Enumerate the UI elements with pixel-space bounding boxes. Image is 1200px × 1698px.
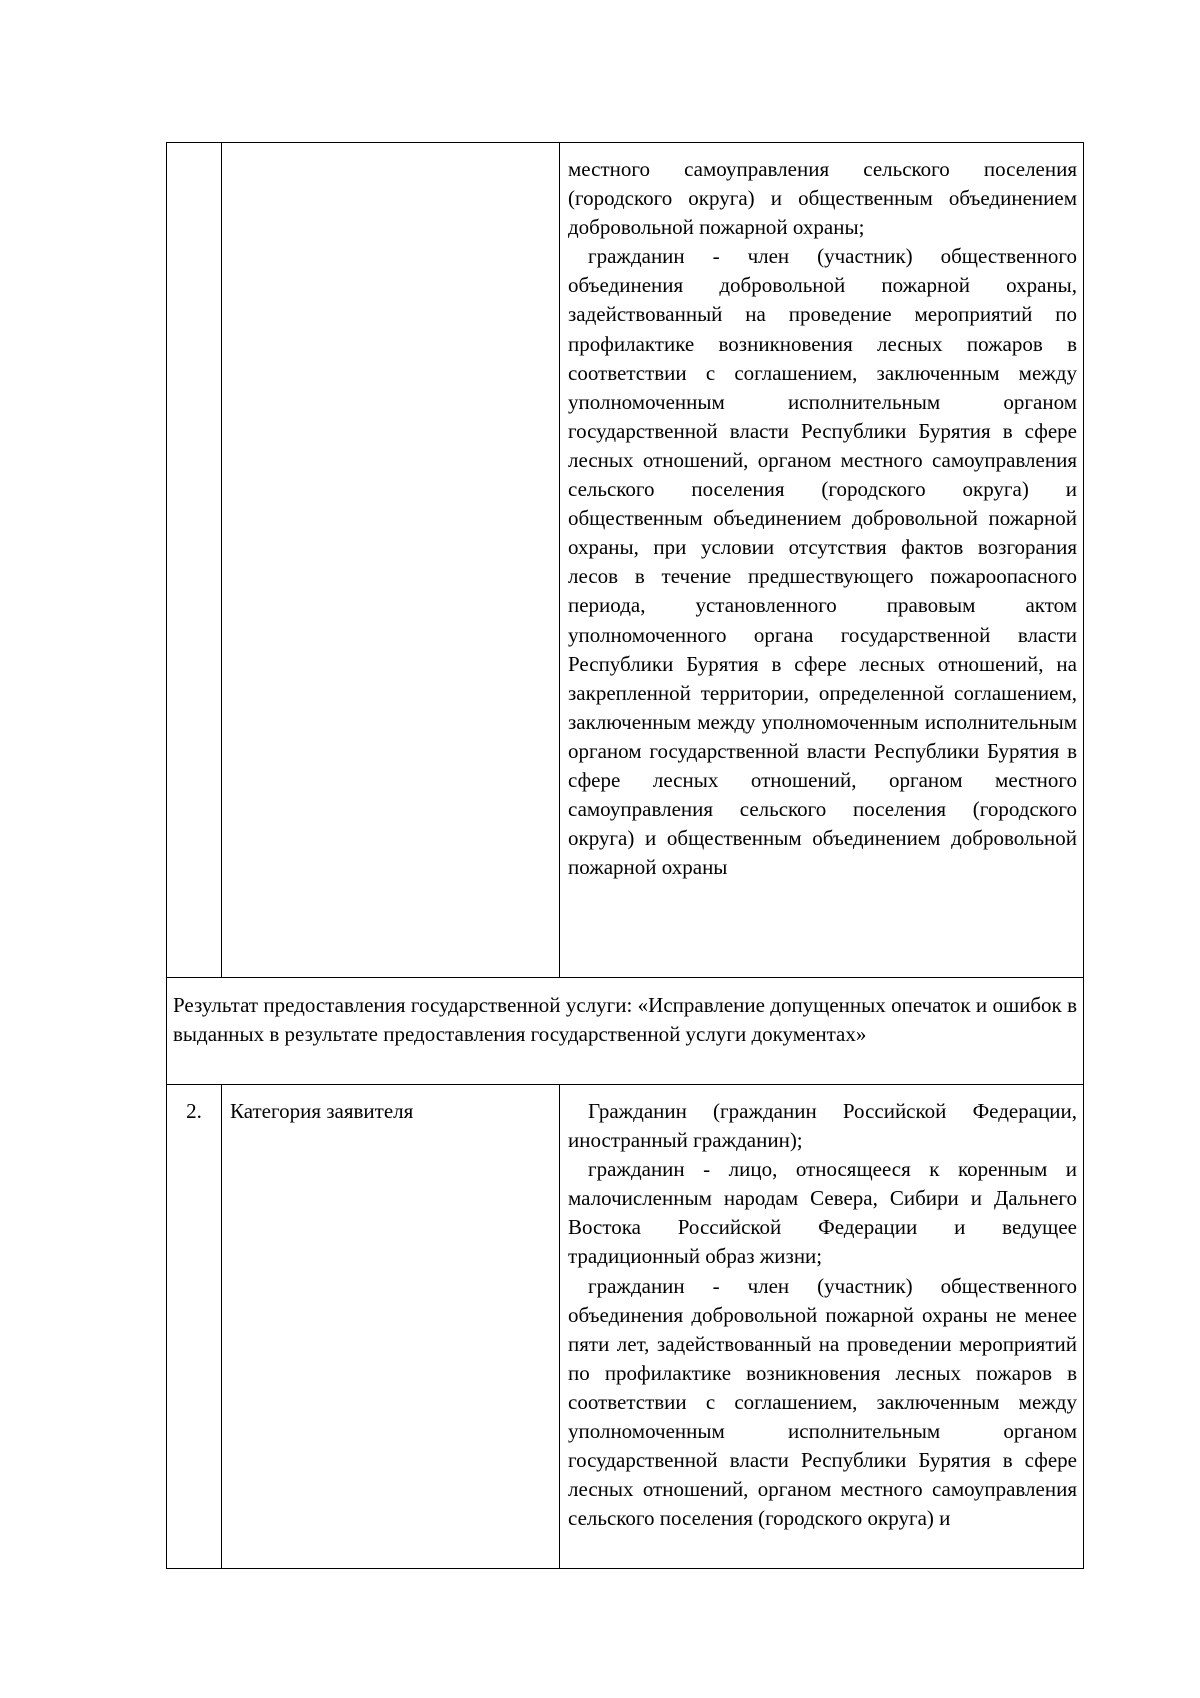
row-value-cell: [560, 1085, 1084, 1569]
table-row: [167, 143, 1084, 978]
result-header-cell: [167, 978, 1084, 1085]
paragraph: гражданин - лицо, относящееся к коренным и малочисленным народам Севера, Сибири и Дальнего Востока Российской Федерации и ведущее традиционный образ жизни;: [568, 1157, 1077, 1269]
paragraph: гражданин - член (участник) общественного объединения добровольной пожарной охраны не менее пяти лет, задействованный на проведении мероприятий по профилактике возникновения лесных пожаров в соответствии с соглашением, заключенным между уполномоченным исполнительным органом государственной власти Республики Бурятия в сфере лесных отношений, органом местного самоуправления сельского поселения (городского округа) и: [568, 1273, 1077, 1531]
row-value-cell: [560, 143, 1084, 978]
row-number-cell: [167, 143, 222, 978]
result-header-row: [167, 978, 1084, 1085]
row-number: [167, 143, 221, 155]
service-table: [166, 142, 1084, 1569]
result-header-text: Результат предоставления государственной услуги: «Исправление допущенных опечаток и ошибок в выданных в результате предоставления государственной услуги документах»: [173, 993, 1077, 1047]
paragraph: гражданин - член (участник) общественного объединения добровольной пожарной охраны, задействованный на проведение мероприятий по профилактике возникновения лесных пожаров в соответствии с соглашением, заключенным между уполномоченным исполнительным органом государственной власти Республики Бурятия в сфере лесных отношений, органом местного самоуправления сельского поселения (городского округа) и общественным объединением добровольной пожарной охраны, при условии отсутствия фактов возгорания лесов в течение предшествующего пожароопасного периода, установленного правовым актом уполномоченного органа государственной власти Республики Бурятия в сфере лесных отношений, на закрепленной территории, определенной соглашением, заключенным между уполномоченным исполнительным органом государственной власти Республики Бурятия в сфере лесных отношений, органом местного самоуправления сельского поселения (городского округа) и общественным объединением добровольной пожарной охраны: [568, 244, 1077, 880]
paragraph: Гражданин (гражданин Российской Федерации, иностранный гражданин);: [568, 1099, 1077, 1153]
row-name-cell: [222, 143, 560, 978]
row-name: Категория заявителя: [230, 1099, 414, 1123]
paragraph: местного самоуправления сельского поселения (городского округа) и общественным объединением добровольной пожарной охраны;: [568, 157, 1077, 240]
row-name-cell: [222, 1085, 560, 1569]
row-number-cell: [167, 1085, 222, 1569]
table-row: [167, 1085, 1084, 1569]
row-name: [222, 143, 559, 155]
row-number: 2.: [186, 1099, 202, 1123]
